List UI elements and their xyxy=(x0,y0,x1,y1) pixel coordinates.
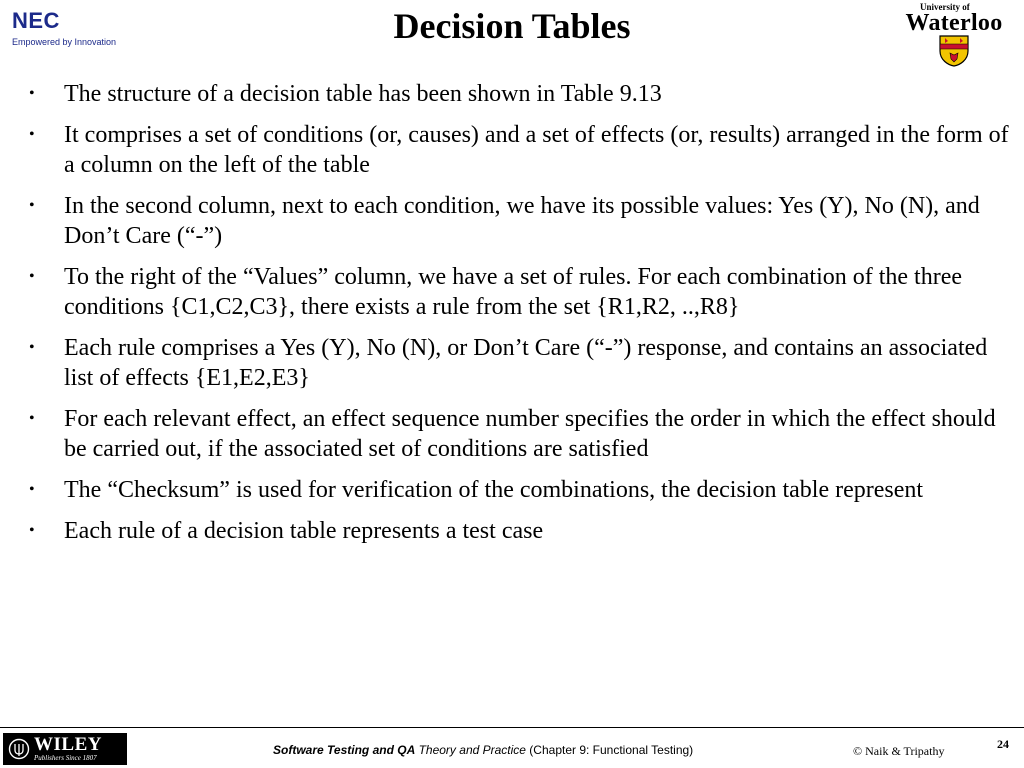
bullet-marker: • xyxy=(29,85,35,102)
bullet-marker: • xyxy=(29,481,35,498)
bullet-text: Each rule comprises a Yes (Y), No (N), or Don’t Care (“-”) response, and contains an associated list of effects {E1,E2,E3} xyxy=(64,335,988,391)
bullet-item xyxy=(26,404,1018,464)
footer-book-reference xyxy=(273,743,693,757)
bullet-text: To the right of the “Values” column, we have a set of rules. For each combination of the three conditions {C1,C2,C3}, there exists a rule from the set {R1,R2, ..,R8} xyxy=(64,264,963,320)
bullet-marker: • xyxy=(29,268,35,285)
bullet-text: Each rule of a decision table represents a test case xyxy=(64,518,544,544)
wiley-logo-wordmark: WILEY xyxy=(34,734,102,755)
bullet-marker: • xyxy=(29,522,35,539)
footer-book-subtitle: Theory and Practice xyxy=(415,743,526,757)
footer-chapter: (Chapter 9: Functional Testing) xyxy=(525,743,694,757)
bullet-marker: • xyxy=(29,410,35,427)
bullet-item xyxy=(26,120,1018,180)
page-number: 24 xyxy=(997,737,1009,751)
bullet-item xyxy=(26,516,1018,546)
waterloo-logo xyxy=(894,2,1014,68)
bullet-list xyxy=(26,79,1018,557)
footer-book-title: Software Testing and QA xyxy=(273,743,416,757)
bullet-text: In the second column, next to each condition, we have its possible values: Yes (Y), No (N), and Don’t Care (“-”) xyxy=(64,193,980,249)
bullet-item xyxy=(26,475,1018,505)
bullet-marker: • xyxy=(29,339,35,356)
bullet-marker: • xyxy=(29,126,35,143)
bullet-text: For each relevant effect, an effect sequence number specifies the order in which the effect should be carried out, if the associated set of conditions are satisfied xyxy=(64,406,996,462)
waterloo-logo-wordmark: Waterloo xyxy=(905,10,1003,36)
bullet-marker: • xyxy=(29,197,35,214)
wiley-emblem-icon xyxy=(8,738,30,760)
bullet-item xyxy=(26,333,1018,393)
slide-title: Decision Tables xyxy=(393,6,631,46)
wiley-logo xyxy=(3,733,127,765)
bullet-text: The “Checksum” is used for verification of the combinations, the decision table represent xyxy=(64,477,924,503)
nec-logo-tagline: Empowered by Innovation xyxy=(12,37,117,47)
footer-copyright: © Naik & Tripathy xyxy=(853,744,945,758)
wiley-logo-tagline: Publishers Since 1807 xyxy=(34,754,97,762)
waterloo-shield-icon xyxy=(939,35,969,67)
bullet-item xyxy=(26,191,1018,251)
bullet-item xyxy=(26,79,1018,109)
bullet-text: It comprises a set of conditions (or, causes) and a set of effects (or, results) arranged in the form of a column on the left of the table xyxy=(64,122,1009,178)
nec-logo-wordmark: NEC xyxy=(12,8,60,33)
footer-divider xyxy=(0,727,1024,728)
waterloo-logo-small-text: University of xyxy=(920,2,970,12)
bullet-text: The structure of a decision table has been shown in Table 9.13 xyxy=(64,81,662,107)
bullet-item xyxy=(26,262,1018,322)
